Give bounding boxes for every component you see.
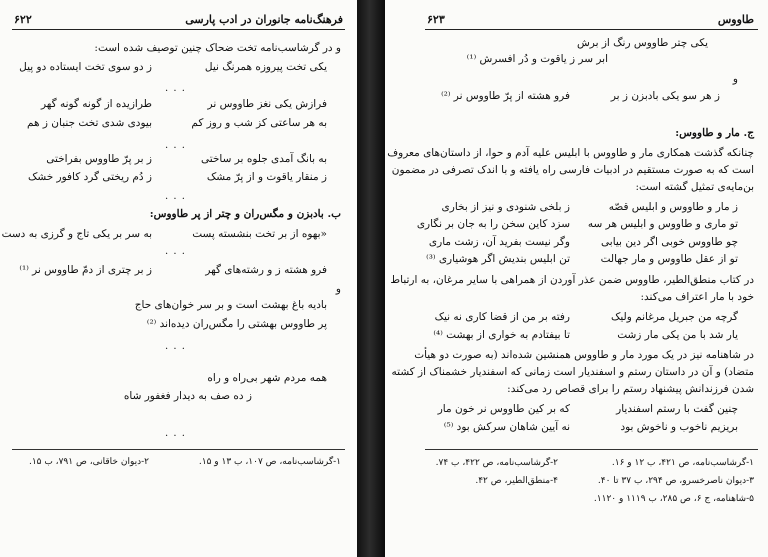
- verse-right: «بهوه از بر تخت بنشسته پست: [192, 228, 327, 240]
- section-heading: ج. مار و طاووس:: [675, 127, 754, 139]
- paragraph-line: است که به صورت مستقیم در ادبیات فارسی راه یافته و با اندک تصرفی در مضمون: [391, 164, 754, 176]
- footnote: ۱-گرشاسب‌نامه، ص ۴۲۱، ب ۱۲ و ۱۶.: [611, 458, 754, 468]
- ellipsis: . . .: [165, 428, 186, 439]
- footnote: ۳-دیوان ناصرخسرو، ص ۲۹۴، ب ۳۷ تا ۴۰.: [597, 476, 754, 486]
- verse-right: تو از عقل طاووس و مار جهالت: [600, 253, 738, 265]
- verse-right: چو طاووس خوبی اگر دین بیابی: [601, 236, 738, 248]
- verse-left: وگر نیست بفرید آن، زشت ماری: [428, 236, 570, 248]
- header-rule: [425, 29, 758, 30]
- left-page: [0, 0, 357, 557]
- footnote: ۲-گرشاسب‌نامه، ص ۴۲۲، ب ۷۴.: [435, 458, 558, 468]
- conjunction: و: [732, 73, 738, 85]
- ellipsis: . . .: [165, 246, 186, 257]
- verse-left: سزد کاین سخن را به جان بر نگاری: [416, 218, 570, 230]
- verse-left: بیودی شدی تخت جنبان ز هم: [27, 117, 152, 129]
- verse-right: ز مار و طاووس و ابلیس قصّه: [608, 201, 738, 213]
- footnote-rule: [425, 449, 758, 450]
- paragraph-line: در شاهنامه نیز در یک مورد مار و طاووس همنشین شده‌اند (به صورت دو هیأت: [414, 349, 754, 361]
- single-verse: بادیه باغ بهشت است و بر سر خوان‌های حاج: [134, 299, 327, 311]
- conjunction: و: [335, 283, 341, 295]
- verse-left: ابر سر ز یاقوت و دُر افسرش ⁽¹⁾: [466, 53, 608, 65]
- footnote: ۵-شاهنامه، ج ۶، ص ۲۸۵، ب ۱۱۱۹ و ۱۱۲۰.: [593, 494, 754, 504]
- verse-left: ز بلخی شنودی و نیز از بخاری: [441, 201, 570, 213]
- verse-right: گرچه من جبریل مرغانم ولیک: [610, 311, 738, 323]
- verse-left: ز دُم ریختی گرد کافور خشک: [27, 171, 152, 183]
- verse-left: که بر کین طاووس نر خون مار: [437, 403, 570, 415]
- verse-left: فرو هشته از پرّ طاووس نر ⁽²⁾: [441, 90, 570, 102]
- verse-right: ز هر سو یکی بادبزن ز بر: [610, 90, 720, 102]
- verse-right: یکی چتر طاووس رنگ از برش: [576, 37, 708, 49]
- verse-left: ز دو سوی تخت ایستاده دو پیل: [19, 61, 152, 73]
- ellipsis: . . .: [165, 83, 186, 94]
- verse-left: تا بیفتادم به خواری از بهشت ⁽⁴⁾: [433, 329, 570, 341]
- paragraph-line: چنانکه گذشت همکاری مار و طاووس با ابلیس علیه آدم و حوا، از داستان‌های معروف: [387, 147, 754, 159]
- ellipsis: . . .: [165, 140, 186, 151]
- verse-right: به هر ساعتی کز شب و روز کم: [191, 117, 327, 129]
- header-rule: [12, 29, 345, 30]
- page-number: ۶۲۲: [14, 13, 32, 26]
- verse-left: نه آیین شاهان سرکش بود ⁽⁵⁾: [443, 421, 570, 433]
- verse-right: یار شد با من یکی مار زشت: [617, 329, 738, 341]
- verse-right: یکی تخت پیروزه همرنگ نیل: [204, 61, 327, 73]
- paragraph-line: خود با مار اعتراف می‌کند:: [640, 291, 754, 303]
- paragraph-line: بن‌مایه‌ی تمثیل گشته است:: [635, 181, 754, 193]
- footnote: ۲-دیوان خاقانی، ص ۷۹۱، ب ۱۵.: [28, 457, 149, 467]
- ellipsis: . . .: [165, 341, 186, 352]
- paragraph-line: شدن فرزندانش پیشنهاد رستم را برای قصاص رد می‌کند:: [507, 383, 754, 395]
- ellipsis: . . .: [165, 191, 186, 202]
- verse-left: تن ابلیس بندیش اگر هوشیاری ⁽³⁾: [426, 253, 570, 265]
- footnote: ۱-گرشاسب‌نامه، ص ۱۰۷، ب ۱۳ و ۱۵.: [198, 457, 341, 467]
- paragraph-line: در کتاب منطق‌الطیر، طاووس ضمن عذر آوردن از همراهی با سایر مرغان، به ارتباط: [390, 274, 754, 286]
- verse-right: چنین گفت با رستم اسفندیار: [616, 403, 738, 415]
- verse-right: فرو هشته ز و رشته‌های گهر: [205, 264, 327, 276]
- page-number: ۶۲۳: [427, 13, 445, 26]
- verse-right: بریزیم ناخوب و ناخوش بود: [620, 421, 738, 433]
- verse-left: ز ده صف به دیدار فغفور شاه: [123, 390, 252, 402]
- running-header: طاووس: [717, 13, 754, 26]
- section-heading: ب. بادبزن و مگس‌ران و چتر از پر طاووس:: [149, 208, 341, 220]
- right-page: [385, 0, 768, 557]
- intro-line: و در گرشاسب‌نامه تخت ضحاک چنین توصیف شده است:: [94, 42, 341, 54]
- footnote-rule: [12, 449, 345, 450]
- footnote: ۴-منطق‌الطیر، ص ۴۲.: [475, 476, 558, 486]
- verse-left: رفته بر من از قضا کاری نه نیک: [434, 311, 570, 323]
- verse-right: همه مردم شهر بی‌راه و راه: [207, 372, 327, 384]
- verse-right: ز منقار یاقوت و از پرّ مشک: [206, 171, 327, 183]
- running-header: فرهنگ‌نامه جانوران در ادب پارسی: [185, 13, 343, 26]
- verse-right: فرازش یکی نغز طاووس نر: [207, 98, 327, 110]
- book-spine: [357, 0, 385, 557]
- verse-right: به بانگ آمدی جلوه بر ساختی: [201, 153, 327, 165]
- verse-left: ز بر چتری از دمّ طاووس نر ⁽¹⁾: [19, 264, 152, 276]
- verse-left: ز بر پرّ طاووس بفراختی: [46, 153, 152, 165]
- single-verse: پر طاووس بهشتی را مگس‌ران دیده‌اند ⁽²⁾: [146, 318, 327, 330]
- verse-left: طرازیده از گونه گونه گهر: [41, 98, 152, 110]
- verse-left: به سر بر یکی تاج و گرزی به دست: [1, 228, 152, 240]
- paragraph-line: متضاد) و آن در داستان رستم و اسفندیار است زمانی که اسفندیار خشمناک از کشته: [391, 366, 754, 378]
- verse-right: تو ماری و طاووس و ابلیس هر سه: [587, 218, 738, 230]
